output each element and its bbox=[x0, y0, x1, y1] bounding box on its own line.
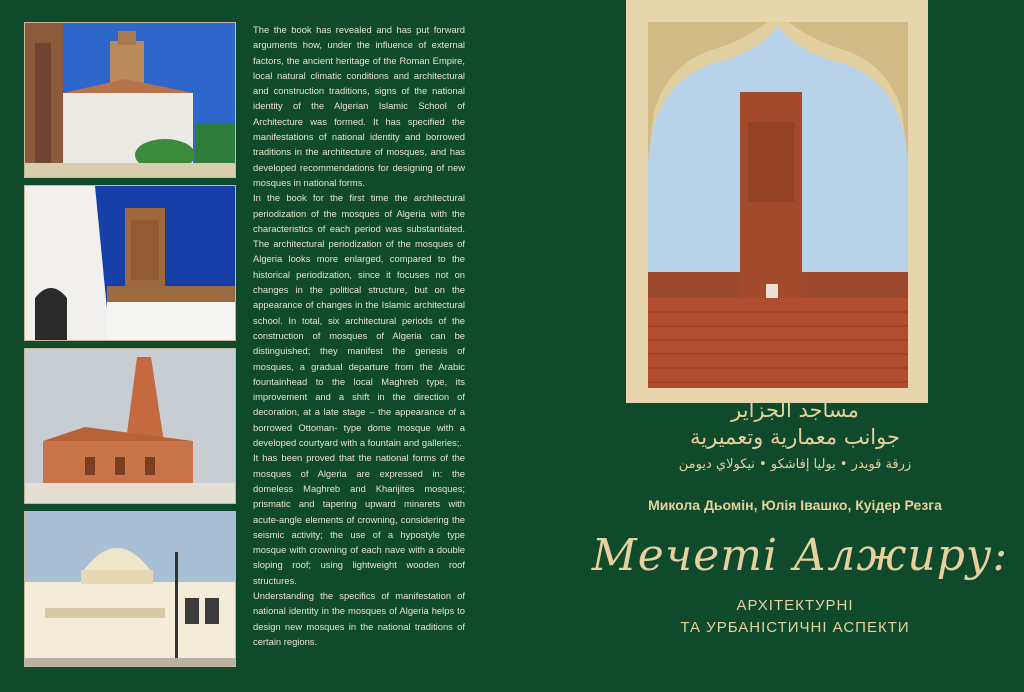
arched-frame-photo bbox=[648, 22, 908, 388]
paragraph: The the book has revealed and has put forward arguments how, under the influence of external factors, the ancient heritage of the Roman Empire, local natural climatic conditions and architectural and construction traditions, signs of the national identity of the Algerian Islamic School of Architecture was formed. It has specified the manifestations of national identity and borrowed traditions in the architecture of mosques, and has developed recommendations for designing of new mosques in national forms. bbox=[253, 24, 465, 188]
photo-mudbrick-mosque bbox=[24, 348, 236, 504]
subtitle-line2: ТА УРБАНІСТИЧНІ АСПЕКТИ bbox=[680, 619, 910, 636]
photo-domed-mosque bbox=[24, 511, 236, 667]
arabic-title-line2: جوانب معمارية وتعميرية bbox=[690, 425, 900, 449]
paragraph: It has been proved that the national forms of the mosques of Algeria are expressed in: the domeless Maghreb and Kharijites mosques; prismatic and tapering upward minarets with acute-angle elements of crowning, considering the seismic activity; the use of a hypostyle type mosque with crowning of each nave with a double sloping roof; using lightweight wooden roof structures. bbox=[253, 452, 465, 586]
arabic-authors: زرقة قويدر • يوليا إفاشكو • نيكولاي ديومن bbox=[678, 457, 912, 472]
photo-minaret-courtyard bbox=[24, 185, 236, 341]
photo-minaret-white-mosque bbox=[24, 22, 236, 178]
paragraph: In the book for the first time the architectural periodization of the mosques of Algeria with the characteristics of each period was substantiated. The architectural periodization of the mosques of Algeria looks more enlarged, compared to the historical periodization, since it focuses not on changes in the political structure, but on the appearance of changes in the Islamic architectural school. In total, six architectural periods of the construction of mosques of Algeria can be distinguished; they manifest the genesis of mosques, a gradual departure from the Arabic fountainhead to the local Maghreb type, its improvement and a shift in the direction of decoration, at a late stage – the appearance of a borrowed Ottoman- type dome mosque with a developed courtyard with a fountain and galleries;. bbox=[253, 192, 465, 449]
authors: Микола Дьомін, Юлія Івашко, Куідер Резга bbox=[648, 497, 942, 513]
book-title: Мечеті Алжиру: bbox=[591, 530, 1009, 581]
arabic-title-line1: مساجد الجزاير bbox=[731, 398, 859, 422]
back-cover-text bbox=[253, 22, 465, 649]
paragraph: Understanding the specifics of manifestation of national identity in the mosques of Algeria helps to design new mosques in the national traditions of certain regions. bbox=[253, 589, 465, 647]
subtitle-line1: АРХІТЕКТУРНІ bbox=[736, 597, 854, 614]
